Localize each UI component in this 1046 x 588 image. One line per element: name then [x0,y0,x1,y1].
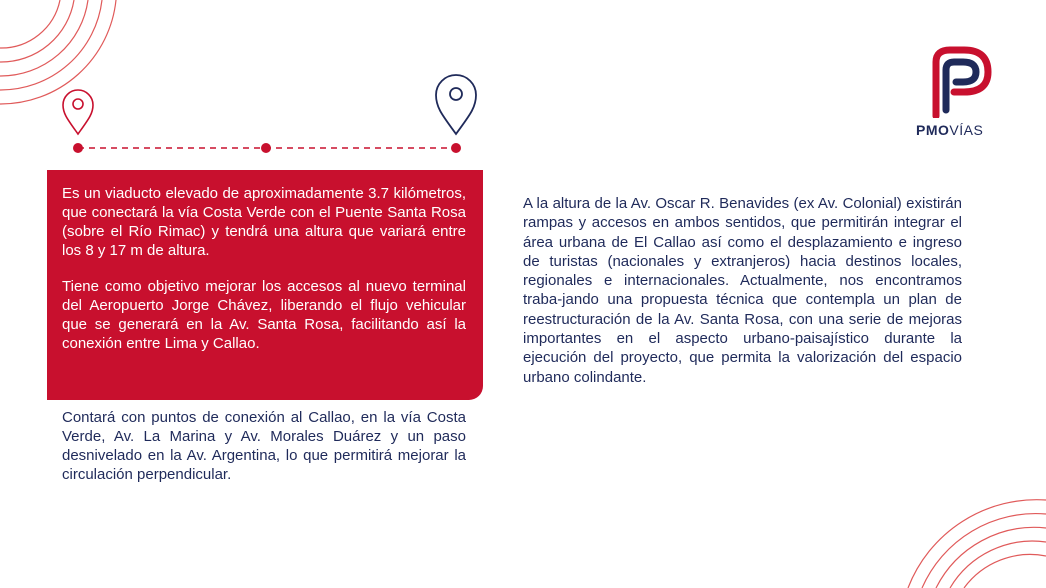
connections-text [62,408,466,484]
description-paragraph: Es un viaducto elevado de aproximadamente 3.7 kilómetros, que conectará la vía Costa Verde con el Puente Santa Rosa (sobre el Río Rimac) y tendrá una altura que variará entre los 8 y 17 m de altura. [62,185,466,259]
location-pin-icon [63,90,93,134]
timeline-dot [73,143,83,153]
logo-mark-icon [930,44,992,118]
corner-arcs-decoration [896,488,1046,588]
location-pin-icon [436,75,476,134]
logo-text-bold: PMO [916,122,950,138]
access-paragraph: A la altura de la Av. Oscar R. Benavides (ex Av. Colonial) existirán rampas y accesos en ambos sentidos, que permitirán integrar el área urbana de El Callao así como el desplazamiento e ingreso de turistas (nacionales y extranjeros) hacia destinos locales, regionales e internacionales. Actualmente, nos encontramos traba-jando una propuesta técnica que contempla un plan de reestructuración de la Av. Santa Rosa, con una serie de mejoras importantes en el aspecto urbano-paisajístico durante la ejecución del proyecto, que permita la valorización del espacio urbano colindante. [523,195,962,386]
red-box-text [62,184,466,353]
route-timeline [55,72,485,162]
connections-paragraph: Contará con puntos de conexión al Callao, en la vía Costa Verde, Av. La Marina y Av. Morales Duárez y un paso desnivelado en la Av. Argentina, lo que permitirá mejorar la circulación perpendicular. [62,409,466,483]
timeline-dot [261,143,271,153]
timeline-dot [451,143,461,153]
pmovias-logo [910,44,1010,144]
logo-wordmark [916,122,983,138]
right-column-text [523,194,962,387]
objective-paragraph: Tiene como objetivo mejorar los accesos al nuevo terminal del Aeropuerto Jorge Chávez, liberando el flujo vehicular que se generará en la Av. Santa Rosa, facilitando así la conexión entre Lima y Callao. [62,278,466,352]
logo-text-light: VÍAS [949,122,984,138]
